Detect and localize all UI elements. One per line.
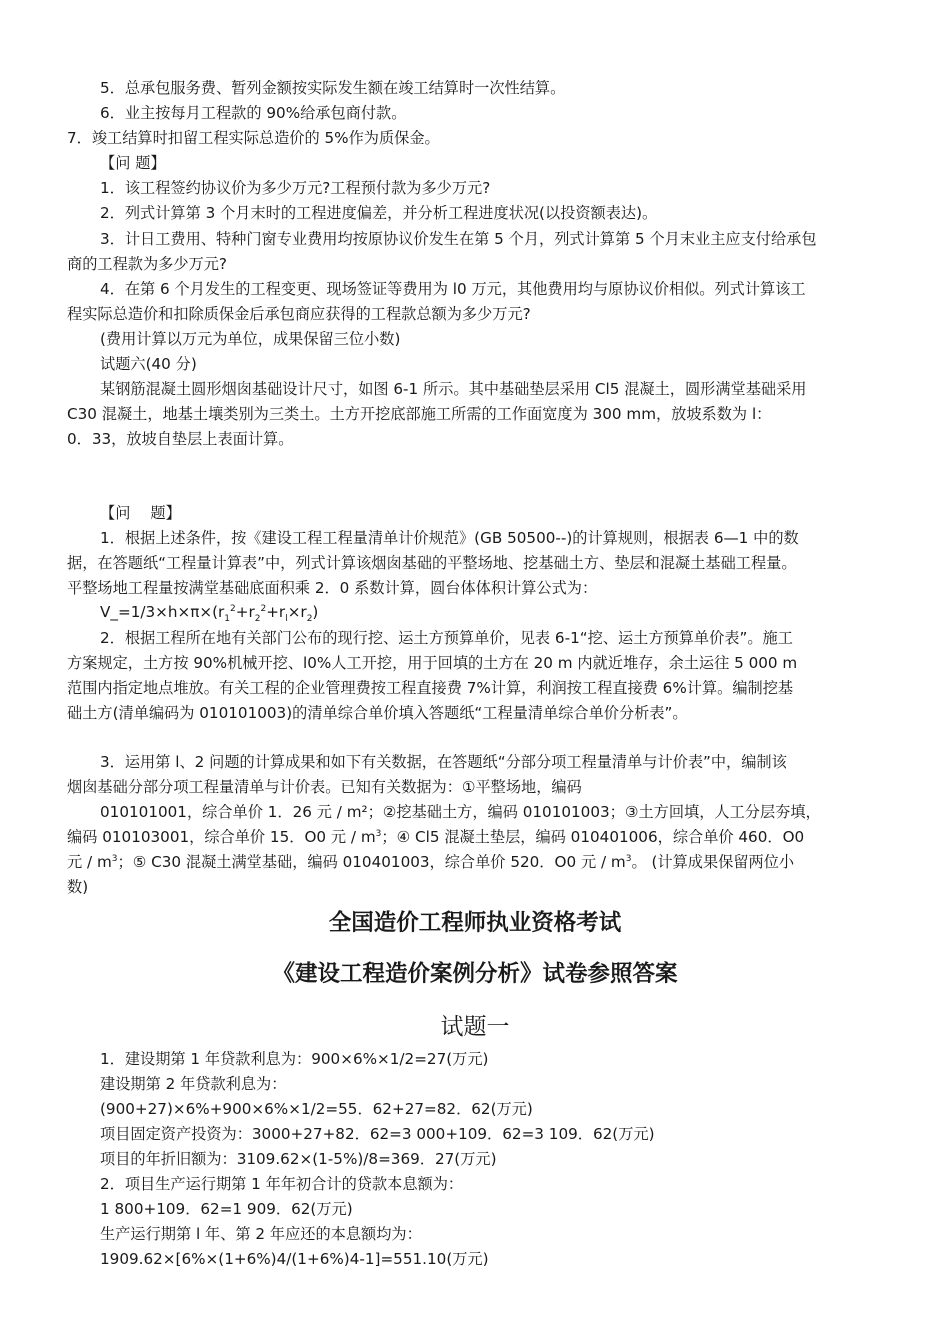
q6-item-2-line-4: 础土方(清单编码为 010101003)的清单综合单价填入答题纸“工程量清单综合单价分析表”。 [67,704,688,722]
question-6-desc-line-2: C30 混凝土，地基土壤类别为三类土。土方开挖底部施工所需的工作面宽度为 300 mm，放坡系数为 l： [67,405,772,423]
q6-item-3-line-3: 010101001，综合单价 1．26 元 / m²；②挖基础土方，编码 010101003；③土方回填，人工分层夯填， [100,803,821,821]
question-heading: 【问 题】 [100,154,166,172]
q6-item-1-line-1: 1．根据上述条件，按《建设工程工程量清单计价规范》(GB 50500--)的计算规则，根据表 6—1 中的数 [100,529,799,547]
q6-item-2-line-3: 范围内指定地点堆放。有关工程的企业管理费按工程直接费 7%计算，利润按工程直接费 6%计算。编制挖基 [67,679,794,697]
question-6-heading: 【问 题】 [100,504,181,522]
exam-title: 全国造价工程师执业资格考试 [328,910,622,936]
answer-line-1: 1．建设期第 1 年贷款利息为：900×6%×1/2=27(万元) [100,1050,489,1068]
q6-item-3-line-2: 烟囱基础分部分项工程量清单与计价表。已知有关数据为：①平整场地，编码 [67,778,582,796]
answer-line-9: 1909.62×[6%×(1+6%)4/(1+6%)4-1]=551.10(万元) [100,1250,489,1268]
calculation-note: (费用计算以万元为单位，成果保留三位小数) [100,330,401,348]
paragraph-item-6: 6．业主按每月工程款的 90%给承包商付款。 [100,104,407,122]
q6-item-3-line-5: 元 / $m^3$；⑤ C30 混凝土满堂基础，编码 010401003，综合单价 520．O0 元 / $m^3$。 (计算成果保留两位小 [67,853,795,871]
q6-item-1-line-2: 据，在答题纸“工程量计算表”中，列式计算该烟囱基础的平整场地、挖基础土方、垫层和混凝土基础工程量。 [67,554,797,572]
question-6-desc-line-1: 某钢筋混凝土圆形烟囱基础设计尺寸，如图 6-1 所示。其中基础垫层采用 Cl5 混凝土，圆形满堂基础采用 [100,380,807,398]
question-4-line-2: 程实际总造价和扣除质保金后承包商应获得的工程款总额为多少万元? [67,305,531,323]
q6-item-2-line-1: 2．根据工程所在地有关部门公布的现行挖、运土方预算单价，见表 6-1“挖、运土方预算单价表”。施工 [100,629,793,647]
question-6-title: 试题六(40 分) [100,355,197,373]
q6-item-3-line-1: 3．运用第 l、2 问题的计算成果和如下有关数据，在答题纸“分部分项工程量清单与计价表”中，编制该 [100,753,787,771]
answer-line-8: 生产运行期第 l 年、第 2 年应还的本息额均为： [100,1225,422,1243]
question-3-line-1: 3．计日工费用、特种门窗专业费用均按原协议价发生在第 5 个月，列式计算第 5 个月末业主应支付给承包 [100,230,817,248]
q6-item-2-line-2: 方案规定，土方按 90%机械开挖、l0%人工开挖，用于回填的土方在 20 m 内就近堆存，余土运往 5 000 m [67,654,798,672]
question-3-line-2: 商的工程款为多少万元? [67,255,227,273]
answer-line-2: 建设期第 2 年贷款利息为： [100,1075,287,1093]
question-1: 1．该工程签约协议价为多少万元?工程预付款为多少万元? [100,179,491,197]
answer-line-7: 1 800+109．62=1 909．62(万元) [100,1200,353,1218]
paragraph-item-5: 5．总承包服务费、暂列金额按实际发生额在竣工结算时一次性结算。 [100,79,566,97]
question-2: 2．列式计算第 3 个月末时的工程进度偏差，并分析工程进度状况(以投资额表达)。 [100,204,658,222]
answer-line-3: (900+27)×6%+900×6%×1/2=55．62+27=82．62(万元) [100,1100,533,1118]
section-title: 试题一 [440,1014,510,1040]
paper-title: 《建设工程造价案例分析》试卷参照答案 [272,961,678,987]
answer-line-6: 2．项目生产运行期第 1 年年初合计的贷款本息额为： [100,1175,464,1193]
q6-item-3-line-6: 数) [67,878,89,896]
q6-item-1-line-3: 平整场地工程量按满堂基础底面积乘 2．0 系数计算，圆台体体积计算公式为： [67,579,598,597]
frustum-volume-formula: $V\_=1/3\times h\times\pi\times(r_1^2+r_2^2+r_l\times r_2)$ [100,603,319,625]
answer-line-5: 项目的年折旧额为：3109.62×(1-5%)/8=369．27(万元) [100,1150,497,1168]
paragraph-item-7: 7．竣工结算时扣留工程实际总造价的 5%作为质保金。 [67,129,440,147]
answer-line-4: 项目固定资产投资为：3000+27+82．62=3 000+109．62=3 109．62(万元) [100,1125,655,1143]
question-6-desc-line-3: 0．33，放坡自垫层上表面计算。 [67,430,294,448]
q6-item-3-line-4: 编码 010103001，综合单价 15．O0 元 / $m^3$；④ Cl5 混凝土垫层，编码 010401006，综合单价 460．O0 [67,828,805,846]
question-4-line-1: 4．在第 6 个月发生的工程变更、现场签证等费用为 l0 万元，其他费用均与原协议价相似。列式计算该工 [100,280,806,298]
